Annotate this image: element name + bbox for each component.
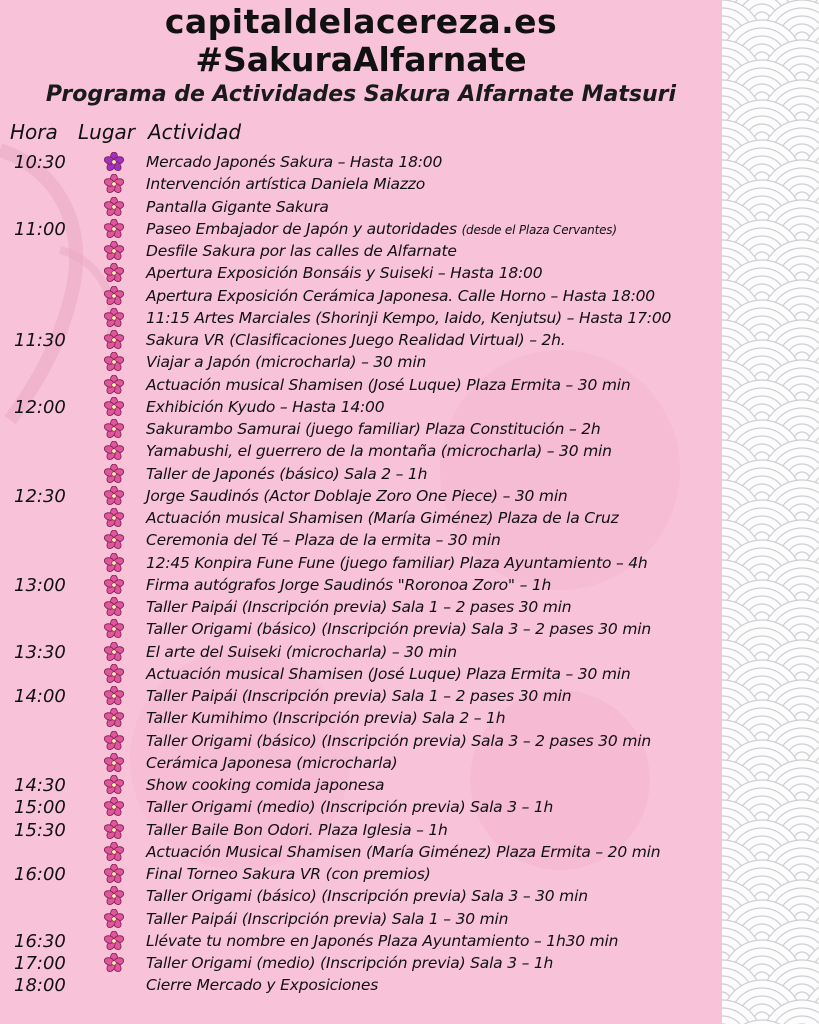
schedule-row — [0, 151, 722, 173]
row-time: 13:00 — [14, 574, 66, 596]
row-activity-text: Jorge Saudinós (Actor Doblaje Zoro One Piece) – 30 min — [146, 486, 568, 505]
schedule-row — [0, 596, 722, 618]
row-activity-text: Actuación musical Shamisen (María Giménez) Plaza de la Cruz — [146, 509, 619, 527]
row-activity — [146, 554, 648, 572]
cherry-blossom-icon — [104, 419, 124, 439]
schedule-row — [0, 730, 722, 752]
schedule-row — [0, 485, 722, 507]
schedule-row — [0, 173, 722, 195]
schedule-row — [0, 329, 722, 351]
cherry-blossom-icon — [104, 486, 124, 506]
row-time: 18:00 — [14, 975, 66, 997]
row-activity-text: Mercado Japonés Sakura – Hasta 18:00 — [146, 153, 443, 171]
row-activity-text: Llévate tu nombre en Japonés Plaza Ayuntamiento – 1h30 min — [146, 931, 619, 950]
schedule-row — [0, 262, 722, 284]
schedule-row — [0, 885, 722, 907]
cherry-blossom-icon — [104, 753, 124, 773]
column-header-activity: Actividad — [148, 120, 242, 144]
hashtag: #SakuraAlfarnate — [195, 40, 527, 79]
row-activity — [146, 598, 571, 616]
schedule-row — [0, 307, 722, 329]
row-activity — [146, 153, 442, 171]
schedule-row — [0, 707, 722, 729]
row-activity — [146, 242, 457, 260]
schedule-row — [0, 529, 722, 551]
row-activity-text: Paseo Embajador de Japón y autoridades — [146, 219, 457, 238]
row-activity — [146, 776, 384, 794]
cherry-blossom-icon — [104, 375, 124, 395]
row-activity-text: Taller Origami (básico) (Inscripción previa) Sala 3 – 30 min — [146, 887, 588, 906]
row-activity — [146, 442, 612, 460]
cherry-blossom-icon — [104, 308, 124, 328]
row-activity — [146, 709, 505, 727]
row-time: 11:00 — [14, 218, 66, 240]
row-activity — [146, 220, 617, 238]
row-activity-text: Pantalla Gigante Sakura — [146, 197, 329, 216]
cherry-blossom-icon — [104, 775, 124, 795]
schedule-row — [0, 663, 722, 685]
cherry-blossom-icon — [104, 886, 124, 906]
row-activity — [146, 420, 601, 438]
row-time: 11:30 — [14, 330, 66, 351]
cherry-blossom-icon — [104, 197, 124, 217]
row-time: 16:30 — [14, 930, 66, 952]
row-activity — [146, 353, 426, 371]
row-time: 12:30 — [14, 485, 66, 507]
cherry-blossom-icon — [104, 842, 124, 862]
cherry-blossom-icon — [104, 397, 124, 417]
schedule-row — [0, 240, 722, 262]
row-activity-text: Taller Paipái (Inscripción previa) Sala 1 – 30 min — [146, 909, 509, 928]
schedule-row — [0, 930, 722, 952]
cherry-blossom-icon — [104, 152, 124, 172]
row-time: 13:30 — [14, 641, 66, 663]
row-activity-note: (desde el Plaza Cervantes) — [461, 222, 617, 237]
row-activity-text: Sakurambo Samurai (juego familiar) Plaza Constitución – 2h — [146, 420, 601, 438]
schedule-row — [0, 796, 722, 818]
schedule-row — [0, 196, 722, 218]
schedule-row — [0, 418, 722, 440]
row-activity — [146, 887, 588, 905]
row-activity-text: Taller Origami (medio) (Inscripción previa) Sala 3 – 1h — [146, 798, 554, 817]
cherry-blossom-icon — [104, 909, 124, 929]
schedule-row — [0, 618, 722, 640]
schedule-row — [0, 552, 722, 574]
cherry-blossom-icon — [104, 931, 124, 951]
row-activity — [146, 398, 384, 416]
cherry-blossom-icon — [104, 286, 124, 306]
schedule-row — [0, 952, 722, 974]
row-activity — [146, 509, 619, 527]
cherry-blossom-icon — [104, 352, 124, 372]
schedule-list — [0, 151, 722, 997]
row-activity-text: Taller de Japonés (básico) Sala 2 – 1h — [146, 464, 428, 483]
cherry-blossom-icon — [104, 330, 124, 350]
row-activity — [146, 198, 329, 216]
row-activity-text: Actuación musical Shamisen (José Luque) Plaza Ermita – 30 min — [146, 664, 631, 683]
row-activity — [146, 843, 660, 861]
row-activity-text: Actuación musical Shamisen (José Luque) Plaza Ermita – 30 min — [146, 375, 631, 394]
row-activity-text: Taller Origami (básico) (Inscripción previa) Sala 3 – 2 pases 30 min — [146, 620, 651, 639]
cherry-blossom-icon — [104, 575, 124, 595]
schedule-row — [0, 774, 722, 796]
row-activity-text: Final Torneo Sakura VR (con premios) — [146, 865, 431, 883]
row-activity-text: Intervención artística Daniela Miazzo — [146, 175, 426, 194]
schedule-row — [0, 908, 722, 930]
cherry-blossom-icon — [104, 953, 124, 973]
schedule-row — [0, 685, 722, 707]
row-activity — [146, 821, 448, 839]
row-activity-text: Taller Kumihimo (Inscripción previa) Sala 2 – 1h — [146, 709, 506, 728]
schedule-row — [0, 574, 722, 596]
row-activity-text: Taller Paipái (Inscripción previa) Sala 1 – 2 pases 30 min — [146, 687, 572, 705]
row-activity-text: Show cooking comida japonesa — [146, 776, 385, 794]
row-time: 10:30 — [14, 152, 66, 173]
row-activity-text: Exhibición Kyudo – Hasta 14:00 — [146, 397, 385, 416]
cherry-blossom-icon — [104, 464, 124, 484]
cherry-blossom-icon — [104, 241, 124, 261]
cherry-blossom-icon — [104, 797, 124, 817]
row-activity — [146, 465, 427, 483]
column-header-time: Hora — [10, 120, 58, 144]
cherry-blossom-icon — [104, 553, 124, 573]
program-title: Programa de Actividades Sakura Alfarnate Matsuri — [45, 82, 677, 107]
column-header-place: Lugar — [78, 120, 135, 144]
site-url: capitaldelacereza.es — [164, 2, 558, 41]
row-activity-text: Taller Baile Bon Odori. Plaza Iglesia – 1h — [146, 820, 448, 839]
cherry-blossom-icon — [104, 708, 124, 728]
row-time: 15:00 — [14, 797, 66, 819]
row-activity — [146, 865, 431, 883]
row-activity — [146, 665, 631, 683]
row-activity — [146, 287, 655, 305]
schedule-row — [0, 374, 722, 396]
row-activity — [146, 376, 631, 394]
schedule-row — [0, 351, 722, 373]
row-activity-text: Taller Origami (medio) (Inscripción previa) Sala 3 – 1h — [146, 954, 554, 972]
schedule-row — [0, 819, 722, 841]
row-activity — [146, 798, 553, 816]
row-activity-text: El arte del Suiseki (microcharla) – 30 min — [146, 642, 457, 661]
row-activity-text: Sakura VR (Clasificaciones Juego Realidad Virtual) – 2h. — [146, 331, 566, 349]
schedule-row — [0, 752, 722, 774]
schedule-row — [0, 285, 722, 307]
row-activity — [146, 309, 671, 327]
schedule-row — [0, 507, 722, 529]
schedule-row — [0, 841, 722, 863]
schedule-row — [0, 641, 722, 663]
cherry-blossom-icon — [104, 597, 124, 617]
row-activity — [146, 264, 542, 282]
wave-pattern-panel — [722, 0, 819, 1024]
schedule-row — [0, 218, 722, 240]
row-activity-text: Cierre Mercado y Exposiciones — [146, 976, 379, 995]
row-time: 15:30 — [14, 819, 66, 841]
row-time: 16:00 — [14, 864, 66, 885]
row-activity — [146, 976, 378, 994]
row-activity — [146, 754, 398, 772]
row-activity-text: 11:15 Artes Marciales (Shorinji Kempo, Iaido, Kenjutsu) – Hasta 17:00 — [146, 308, 672, 327]
row-activity — [146, 732, 651, 750]
cherry-blossom-icon — [104, 731, 124, 751]
cherry-blossom-icon — [104, 642, 124, 662]
cherry-blossom-icon — [104, 508, 124, 528]
seigaiha-pattern — [722, 0, 819, 1024]
row-activity-text: Taller Paipái (Inscripción previa) Sala 1 – 2 pases 30 min — [146, 598, 572, 616]
row-activity — [146, 954, 553, 972]
row-activity-text: Firma autógrafos Jorge Saudinós "Roronoa Zoro" – 1h — [146, 575, 552, 594]
row-activity-text: Cerámica Japonesa (microcharla) — [146, 753, 398, 772]
row-activity — [146, 576, 551, 594]
schedule-row — [0, 440, 722, 462]
row-activity — [146, 175, 425, 193]
schedule-row — [0, 974, 722, 996]
cherry-blossom-icon — [104, 619, 124, 639]
cherry-blossom-icon — [104, 864, 124, 884]
cherry-blossom-icon — [104, 263, 124, 283]
row-activity — [146, 620, 651, 638]
row-activity-text: 12:45 Konpira Fune Fune (juego familiar) Plaza Ayuntamiento – 4h — [146, 553, 648, 572]
schedule-row — [0, 396, 722, 418]
row-activity-text: Ceremonia del Té – Plaza de la ermita – 30 min — [146, 531, 501, 550]
row-activity — [146, 910, 508, 928]
row-time: 14:00 — [14, 686, 66, 707]
row-activity-text: Yamabushi, el guerrero de la montaña (microcharla) – 30 min — [146, 442, 612, 461]
row-activity — [146, 687, 571, 705]
cherry-blossom-icon — [104, 219, 124, 239]
row-activity-text: Apertura Exposición Bonsáis y Suiseki – Hasta 18:00 — [146, 264, 543, 283]
cherry-blossom-icon — [104, 530, 124, 550]
row-activity-text: Taller Origami (básico) (Inscripción previa) Sala 3 – 2 pases 30 min — [146, 731, 651, 750]
row-activity — [146, 643, 457, 661]
cherry-blossom-icon — [104, 441, 124, 461]
row-activity-text: Apertura Exposición Cerámica Japonesa. Calle Horno – Hasta 18:00 — [146, 286, 655, 305]
row-activity-text: Desfile Sakura por las calles de Alfarnate — [146, 242, 457, 260]
cherry-blossom-icon — [104, 664, 124, 684]
row-activity — [146, 932, 618, 950]
row-activity — [146, 331, 566, 349]
cherry-blossom-icon — [104, 686, 124, 706]
cherry-blossom-icon — [104, 174, 124, 194]
cherry-blossom-icon — [104, 820, 124, 840]
row-time: 12:00 — [14, 396, 66, 418]
row-time: 17:00 — [14, 953, 66, 974]
row-activity — [146, 487, 568, 505]
row-time: 14:30 — [14, 775, 66, 796]
schedule-row — [0, 863, 722, 885]
row-activity-text: Viajar a Japón (microcharla) – 30 min — [146, 353, 427, 372]
row-activity — [146, 531, 501, 549]
row-activity-text: Actuación Musical Shamisen (María Giménez) Plaza Ermita – 20 min — [146, 842, 661, 861]
schedule-row — [0, 463, 722, 485]
